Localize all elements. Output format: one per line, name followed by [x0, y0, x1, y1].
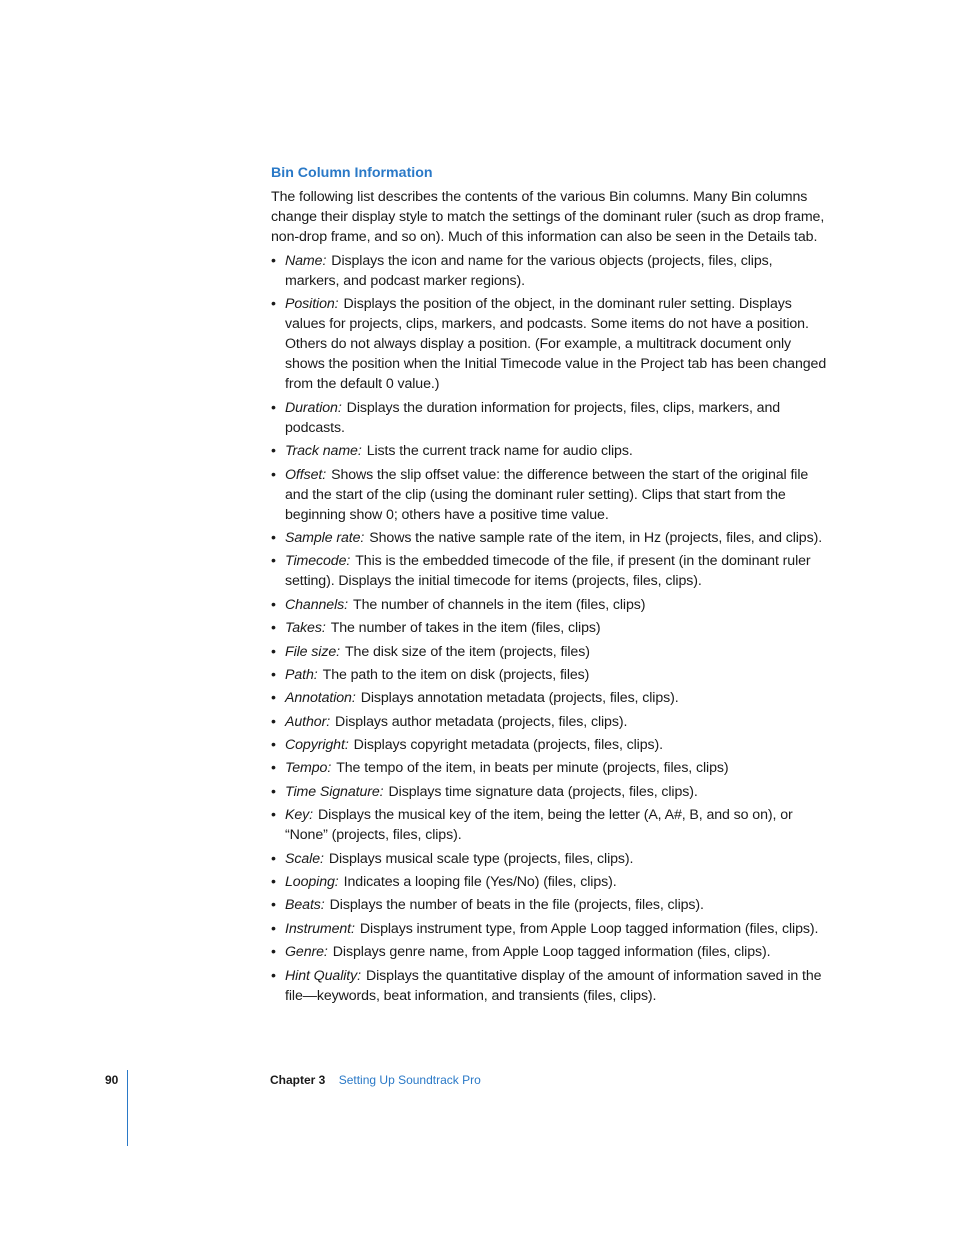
bullet: •	[271, 850, 276, 867]
list-item	[271, 294, 827, 394]
item-description: The disk size of the item (projects, files)	[344, 643, 590, 660]
item-term: Offset:	[285, 466, 327, 483]
item-description: Displays the icon and name for the various objects (projects, files, clips, markers, and podcast marker regions).	[285, 253, 773, 289]
item-term: Author:	[285, 713, 331, 730]
list-item	[271, 758, 827, 778]
bullet: •	[271, 553, 276, 570]
list-item	[271, 398, 827, 438]
item-description: Displays the position of the object, in the dominant ruler setting. Displays values for projects, clips, markers, and podcasts. Some items do not have a position. Others do not always display a position. (For example, a multitrack document only shows the position when the Initial Timecode value in the Project tab has been changed from the default 0 value.)	[285, 296, 827, 393]
item-description: Displays annotation metadata (projects, files, clips).	[360, 690, 679, 707]
item-term: Tempo:	[285, 760, 332, 777]
item-description: The tempo of the item, in beats per minute (projects, files, clips)	[336, 760, 729, 777]
item-description: This is the embedded timecode of the file, if present (in the dominant ruler setting). Displays the initial timecode for items (projects, files, clips).	[285, 553, 811, 590]
bullet: •	[271, 253, 276, 269]
bullet: •	[271, 666, 276, 683]
bullet: •	[271, 944, 276, 961]
item-description: Displays copyright metadata (projects, files, clips).	[353, 737, 663, 754]
bullet: •	[271, 807, 276, 824]
list-item	[271, 251, 827, 291]
item-description: Displays musical scale type (projects, files, clips).	[328, 850, 634, 867]
item-term: Key:	[285, 807, 313, 824]
bullet: •	[271, 760, 276, 777]
list-item	[271, 895, 827, 915]
item-description: Displays the quantitative display of the amount of information saved in the file—keywords, beat information, and transients (files, clips).	[285, 967, 822, 1004]
item-term: Takes:	[285, 620, 326, 637]
list-item	[271, 919, 827, 939]
list-item	[271, 966, 827, 1006]
list-item	[271, 782, 827, 802]
item-description: Indicates a looping file (Yes/No) (files, clips).	[343, 874, 617, 891]
item-term: Annotation:	[285, 690, 356, 707]
list-item	[271, 528, 827, 548]
item-description: The path to the item on disk (projects, files)	[322, 666, 590, 683]
bullet: •	[271, 783, 276, 800]
bullet: •	[271, 690, 276, 707]
item-description: The number of takes in the item (files, clips)	[330, 620, 601, 637]
list-item	[271, 551, 827, 591]
list-item	[271, 688, 827, 708]
list-item	[271, 618, 827, 638]
item-term: Sample rate:	[285, 529, 365, 546]
list-item	[271, 872, 827, 892]
list-item	[271, 735, 827, 755]
item-description: Displays instrument type, from Apple Loop tagged information (files, clips).	[359, 920, 819, 937]
list-item	[271, 441, 827, 461]
item-description: Displays the musical key of the item, being the letter (A, A#, B, and so on), or “None” (projects, files, clips).	[285, 807, 793, 844]
intro-paragraph: The following list describes the contents of the various Bin columns. Many Bin columns change their display style to match the settings of the dominant ruler (such as drop frame, non-drop frame, and so on). Much of this information can also be seen in the Details tab.	[271, 189, 825, 245]
footer-divider	[127, 1070, 128, 1146]
item-term: Beats:	[285, 897, 325, 914]
page-content	[271, 163, 827, 1009]
bullet: •	[271, 296, 276, 313]
item-term: Position:	[285, 296, 339, 313]
section-title: Bin Column Information	[271, 165, 433, 181]
item-term: Name:	[285, 253, 327, 269]
chapter-label: Chapter 3	[270, 1073, 326, 1087]
item-description: Displays the duration information for projects, files, clips, markers, and podcasts.	[285, 399, 781, 436]
item-description: Displays genre name, from Apple Loop tagged information (files, clips).	[332, 944, 771, 961]
bullet: •	[271, 713, 276, 730]
item-description: The number of channels in the item (files, clips)	[353, 596, 646, 613]
item-term: Looping:	[285, 874, 339, 891]
item-term: Timecode:	[285, 553, 351, 570]
list-item	[271, 849, 827, 869]
list-item	[271, 805, 827, 845]
list-item	[271, 712, 827, 732]
item-description: Shows the slip offset value: the difference between the start of the original file and the start of the clip (using the dominant ruler setting). Clips that start from the beginning show 0; others have a positive time value.	[285, 466, 809, 523]
bullet: •	[271, 596, 276, 613]
bullet: •	[271, 737, 276, 754]
bullet: •	[271, 967, 276, 984]
bullet: •	[271, 643, 276, 660]
item-description: Displays time signature data (projects, files, clips).	[388, 783, 698, 800]
item-term: Path:	[285, 666, 318, 683]
bin-column-list	[271, 251, 827, 1006]
list-item	[271, 465, 827, 525]
bullet: •	[271, 897, 276, 914]
list-item	[271, 642, 827, 662]
item-term: Track name:	[285, 443, 362, 460]
bullet: •	[271, 399, 276, 416]
item-term: Copyright:	[285, 737, 349, 754]
item-description: Shows the native sample rate of the item, in Hz (projects, files, and clips).	[369, 529, 823, 546]
bullet: •	[271, 874, 276, 891]
item-description: Displays author metadata (projects, files, clips).	[335, 713, 628, 730]
list-item	[271, 595, 827, 615]
item-term: Instrument:	[285, 920, 355, 937]
item-term: Channels:	[285, 596, 348, 613]
item-term: Genre:	[285, 944, 328, 961]
chapter-title: Setting Up Soundtrack Pro	[338, 1073, 481, 1087]
bullet: •	[271, 466, 276, 483]
bullet: •	[271, 443, 276, 460]
item-term: File size:	[285, 643, 340, 660]
item-term: Time Signature:	[285, 783, 384, 800]
list-item	[271, 665, 827, 685]
item-term: Hint Quality:	[285, 967, 361, 984]
footer-chapter	[270, 1072, 481, 1088]
item-description: Displays the number of beats in the file (projects, files, clips).	[329, 897, 704, 914]
item-description: Lists the current track name for audio clips.	[366, 443, 633, 460]
bullet: •	[271, 620, 276, 637]
bullet: •	[271, 529, 276, 546]
list-item	[271, 942, 827, 962]
bullet: •	[271, 920, 276, 937]
page-number: 90	[105, 1073, 119, 1087]
item-term: Duration:	[285, 399, 342, 416]
item-term: Scale:	[285, 850, 324, 867]
